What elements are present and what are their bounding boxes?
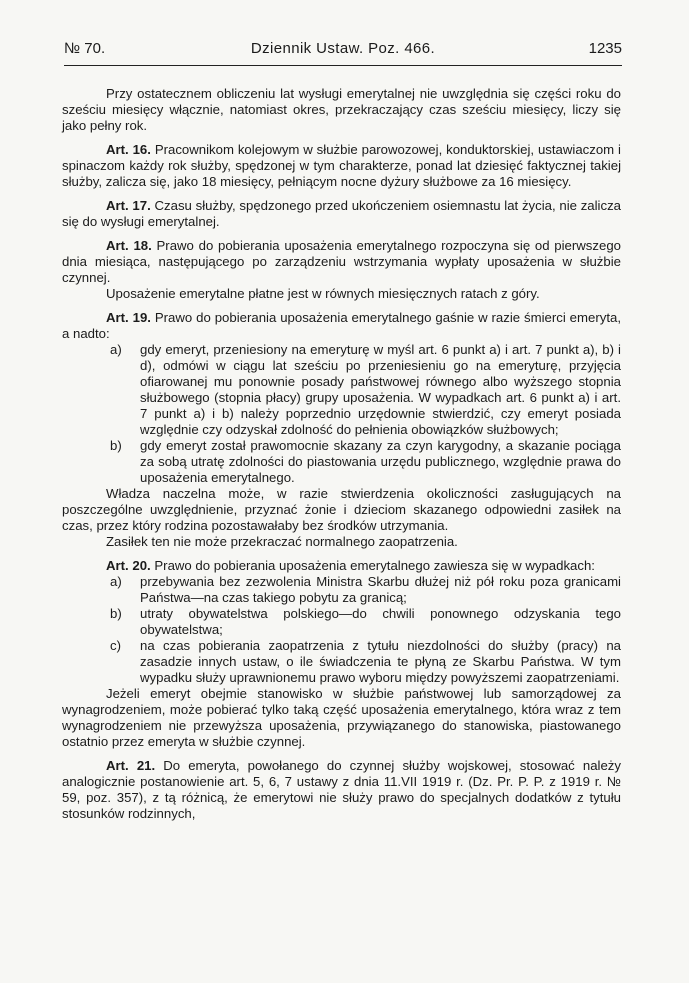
article-label: Art. 17. (106, 198, 151, 213)
item-label: b) (110, 606, 122, 621)
article-20-paragraph-2: Jeżeli emeryt obejmie stanowisko w służbie państwowej lub samorządowej za wynagrodzeniem, może pobierać tylko taką część uposażenia emerytalnego, która wraz z tem wynagrodzeniem nie przewyższa uposażenia, przywiązanego do stanowiska, piastowanego ostatnio przez emeryta w służbie czynnej. (62, 686, 621, 749)
article-text: Prawo do pobierania uposażenia emerytalnego gaśnie w razie śmierci emeryta, a nadto: (62, 310, 621, 341)
article-19-paragraph-4: Zasiłek ten nie może przekraczać normalnego zaopatrzenia. (106, 534, 458, 549)
article-18 (62, 238, 621, 286)
paragraph-intro: Przy ostatecznem obliczeniu lat wysługi emerytalnej nie uwzględnia się części roku do sześciu miesięcy włącznie, natomiast okres, przekraczający czas sześciu miesięcy, liczy się jako pełny rok. (62, 86, 621, 133)
article-label: Art. 16. (106, 142, 151, 157)
item-label: c) (110, 638, 121, 653)
article-label: Art. 21. (106, 758, 156, 773)
item-label: a) (110, 342, 122, 357)
article-20 (62, 558, 621, 574)
article-text: Prawo do pobierania uposażenia emerytalnego zawiesza się w wypadkach: (154, 558, 595, 573)
article-18-paragraph-2: Uposażenie emerytalne płatne jest w równych miesięcznych ratach z góry. (106, 286, 540, 301)
article-19-item-b (62, 438, 621, 486)
article-text: Czasu służby, spędzonego przed ukończeniem osiemnastu lat życia, nie zalicza się do wysługi emerytalnej. (62, 198, 622, 229)
document-body (62, 86, 621, 822)
article-19-paragraph-3: Władza naczelna może, w razie stwierdzenia okoliczności zasługujących na poszczególne uwzględnienie, przyznać żonie i dzieciom skazanego odpowiedni zasiłek na czas, przez który rodzina pozostawałaby bez środków utrzymania. (62, 486, 621, 533)
article-text: Pracownikom kolejowym w służbie parowozowej, konduktorskiej, ustawiaczom i spinaczom każdy rok służby, spędzonej w tym charakterze, ponad lat dziesięć faktycznej takiej służby, zalicza się, jako 18 miesięcy, pełniącym nocne dyżury służbowe za 16 miesięcy. (62, 142, 621, 189)
item-text: gdy emeryt, przeniesiony na emeryturę w myśl art. 6 punkt a) i art. 7 punkt a), b) i d), odmówi w ciągu lat sześciu po przeniesieniu go na emeryturę, przyjęcia ofiarowanej mu ponownie posady państwowej równego albo wyższego stopnia służbowego (stopnia płacy) grupy uposażenia. W wypadkach art. 6 punkt a) i art. 7 punkt a) i b) należy poprzednio urzędownie stwierdzić, czy emeryt posiada względnie czy odzyskał zdolność do pełnienia obowiązków służbowych; (140, 342, 621, 437)
article-19 (62, 310, 621, 342)
article-16 (62, 142, 621, 190)
page-header (64, 40, 622, 60)
item-label: a) (110, 574, 122, 589)
item-text: przebywania bez zezwolenia Ministra Skarbu dłużej niż pół roku poza granicami Państwa—na czas takiego pobytu za granicą; (140, 574, 621, 605)
article-text: Prawo do pobierania uposażenia emerytalnego rozpoczyna się od pierwszego dnia miesiąca, następującego po zarządzeniu wstrzymania wypłaty uposażenia w służbie czynnej. (62, 238, 621, 285)
item-text: utraty obywatelstwa polskiego—do chwili ponownego odzyskania tego obywatelstwa; (140, 606, 621, 637)
header-rule (64, 65, 622, 66)
article-19-item-a (62, 342, 621, 438)
item-label: b) (110, 438, 122, 453)
article-label: Art. 18. (106, 238, 152, 253)
article-text: Do emeryta, powołanego do czynnej służby wojskowej, stosować należy analogicznie postanowienie art. 5, 6, 7 ustawy z dnia 11.VII 1919 r. (Dz. Pr. P. P. z 1919 r. № 59, poz. 357), z tą różnicą, że emerytowi nie służy prawo do specjalnych dodatków z tytułu stosunków rodzinnych, (62, 758, 621, 821)
article-20-item-c (62, 638, 621, 686)
article-label: Art. 20. (106, 558, 151, 573)
page-number: 1235 (588, 40, 622, 57)
article-label: Art. 19. (106, 310, 151, 325)
article-21 (62, 758, 621, 822)
issue-number: № 70. (64, 40, 106, 57)
item-text: gdy emeryt został prawomocnie skazany za czyn karygodny, a skazanie pociąga za sobą utratę zdolności do piastowania urzędu publicznego, względnie prawa do uposażenia emerytalnego. (140, 438, 621, 485)
journal-title: Dziennik Ustaw. Poz. 466. (250, 40, 436, 57)
item-text: na czas pobierania zaopatrzenia z tytułu niezdolności do służby (pracy) na zasadzie innych ustaw, o ile świadczenia te płyną ze Skarbu Państwa. W tym wypadku służy uprawnionemu prawo wyboru między powyższemi zaopatrzeniami. (140, 638, 621, 685)
article-17 (62, 198, 621, 230)
article-20-item-b (62, 606, 621, 638)
article-20-item-a (62, 574, 621, 606)
